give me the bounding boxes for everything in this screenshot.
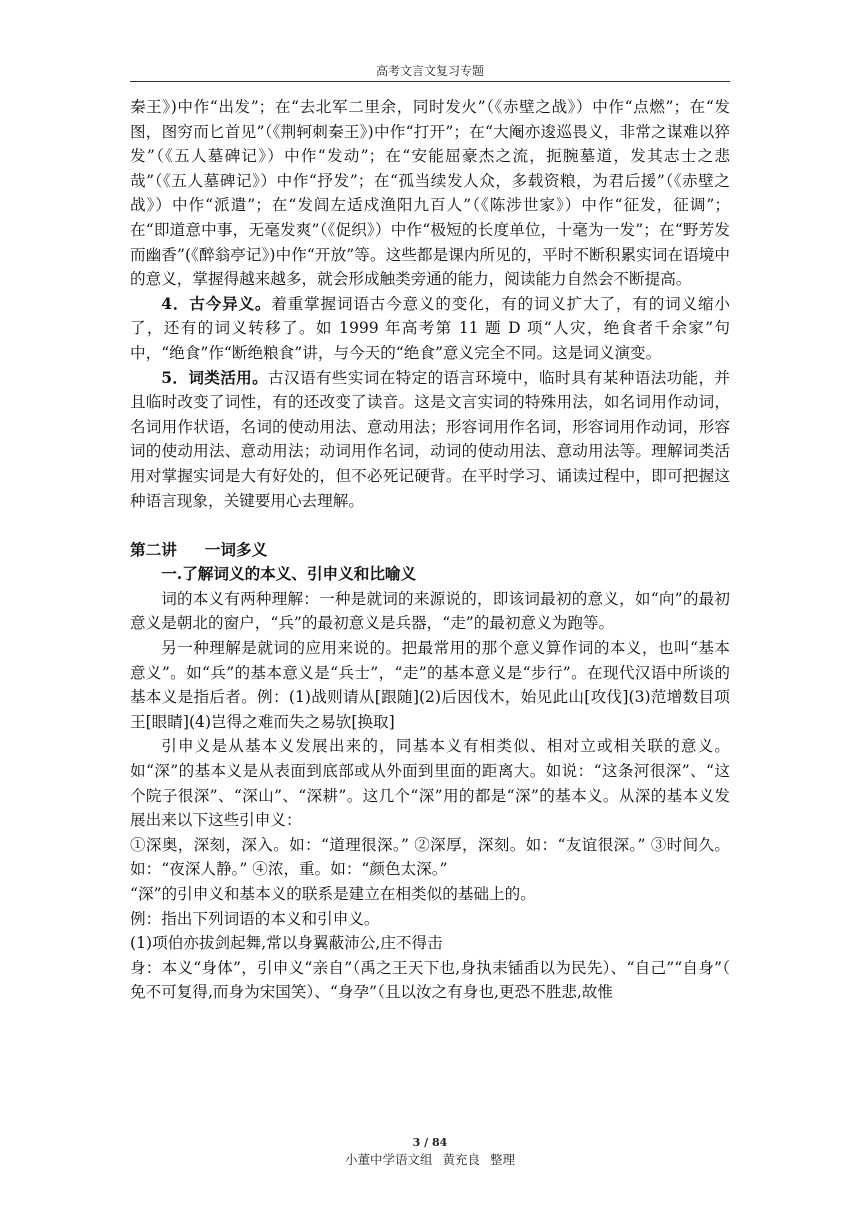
- paragraph-example-1: (1)项伯亦拔剑起舞,常以身翼蔽沛公,庄不得击: [130, 934, 443, 953]
- paragraph-example-1-answer: 身：本义“身体”，引申义“亲自”（禹之王天下也,身执耒锸臿以为民先）、“自己”“自身”（ 免不可复得,而身为宋国笑）、“身孕”（且以汝之有身也,更恐不胜悲,故惟: [130, 958, 730, 1002]
- section-heading: [130, 538, 730, 563]
- page-number: 3 / 84: [412, 1136, 448, 1149]
- footer-author: 黄充良: [442, 1152, 480, 1167]
- footer-org: 小董中学语文组: [344, 1152, 433, 1167]
- paragraph-shen-note: “深”的引申义和基本义的联系是建立在相类似的基础上的。: [130, 885, 536, 903]
- paragraph-example-prompt: 例：指出下列词语的本义和引申义。: [130, 909, 380, 928]
- footer-role: 整理: [490, 1152, 516, 1167]
- section-label: 第二讲: [130, 539, 177, 559]
- paragraph-text: 古汉语有些实词在特定的语言环境中，临时具有某种语法功能，并且临时改变了词性，有的还改变了读音。这是文言实词的特殊用法，如名词用作动词，名词用作状语，名词的使动用法、意动用法；形容词用作名词，形容词用作动词，形容词的使动用法、意动用法；动词用作名词，动词的使动用法、意动用法等。理解词类活用对掌握实词是大有好处的，但不必死记硬背。在平时学习、诵读过程中，即可把握这种语言现象，关键要用心去理解。: [130, 368, 730, 510]
- paragraph-shen-meanings: ①深奥，深刻，深入。如：“道理很深。” ②深厚，深刻。如：“友谊很深。” ③时间久。如：“夜深人静。” ④浓，重。如：“颜色太深。”: [130, 835, 730, 879]
- paragraph-benyi-2: 另一种理解是就词的应用来说的。把最常用的那个意义算作词的本义，也叫“基本意义”。如“兵”的基本意义是“兵士”，“走”的基本意义是“步行”。在现代汉语中所谈的基本义是指后者。例：(1)战则请从[跟随](2)后因伐木，始见此山[攻伐](3)范增数目项王[眼睛](4)岂得之难而失之易欤[换取]: [130, 639, 730, 731]
- paragraph-cilei-huoyong: [130, 366, 730, 514]
- paragraph-lead: 4．古今异义。: [161, 293, 272, 313]
- paragraph-benyi-1: 词的本义有两种理解：一种是就词的来源说的，即该词最初的意义，如“向”的最初意义是朝北的窗户，“兵”的最初意义是兵器，“走”的最初意义为跑等。: [130, 589, 730, 633]
- paragraph-fa-meanings: 秦王》)中作“出发”；在“去北军二里余，同时发火”（《赤壁之战》）中作“点燃”；在“发图，图穷而匕首见”（《荆轲刺秦王》)中作“打开”；在“大阉亦逡巡畏义，非常之谋难以猝发”（《五人墓碑记》）中作“发动”；在“安能屈豪杰之流，扼腕墓道，发其志士之悲哉”（《五人墓碑记》）中作“抒发”；在“孤当续发人众，多载资粮，为君后援”（《赤壁之战》）中作“派遣”；在“发闾左适戍渔阳九百人”（《陈涉世家》）中作“征发，征调”；在“即道意中事，无毫发爽”（《促织》）中作“极短的长度单位，十毫为一发”；在“野芳发而幽香”(《醉翁亭记》)中作“开放”等。这些都是课内所见的，平时不断积累实词在语境中的意义，掌握得越来越多，就会形成触类旁通的能力，阅读能力自然会不断提高。: [130, 98, 730, 289]
- subsection-heading: 一.了解词义的本义、引申义和比喻义: [161, 564, 417, 584]
- page-footer: [130, 1134, 730, 1168]
- header-rule: [130, 81, 730, 82]
- paragraph-lead: 5．词类活用。: [161, 367, 269, 387]
- document-body: [130, 95, 730, 1005]
- section-name: 一词多义: [204, 539, 268, 559]
- paragraph-yinshenyi: 引申义是从基本义发展出来的，同基本义有相类似、相对立或相关联的意义。如“深”的基本义是从表面到底部或从外面到里面的距离大。如说：“这条河很深”、“这个院子很深”、“深山”、“深耕”。这几个“深”用的都是“深”的基本义。从深的基本义发展出来以下这些引申义：: [130, 737, 730, 830]
- paragraph-gujin-yiyi: [130, 292, 730, 366]
- paragraph-text: 着重掌握词语古今意义的变化，有的词义扩大了，有的词义缩小了，还有的词义转移了。如 1999 年高考第 11 题 D 项“人灾，绝食者千余家”句中，“绝食”作“断绝粮食”讲，与今天的“绝食”意义完全不同。这是词义演变。: [130, 294, 730, 362]
- page-header: 高考文言文复习专题: [375, 64, 484, 78]
- footer-credit: [130, 1151, 730, 1168]
